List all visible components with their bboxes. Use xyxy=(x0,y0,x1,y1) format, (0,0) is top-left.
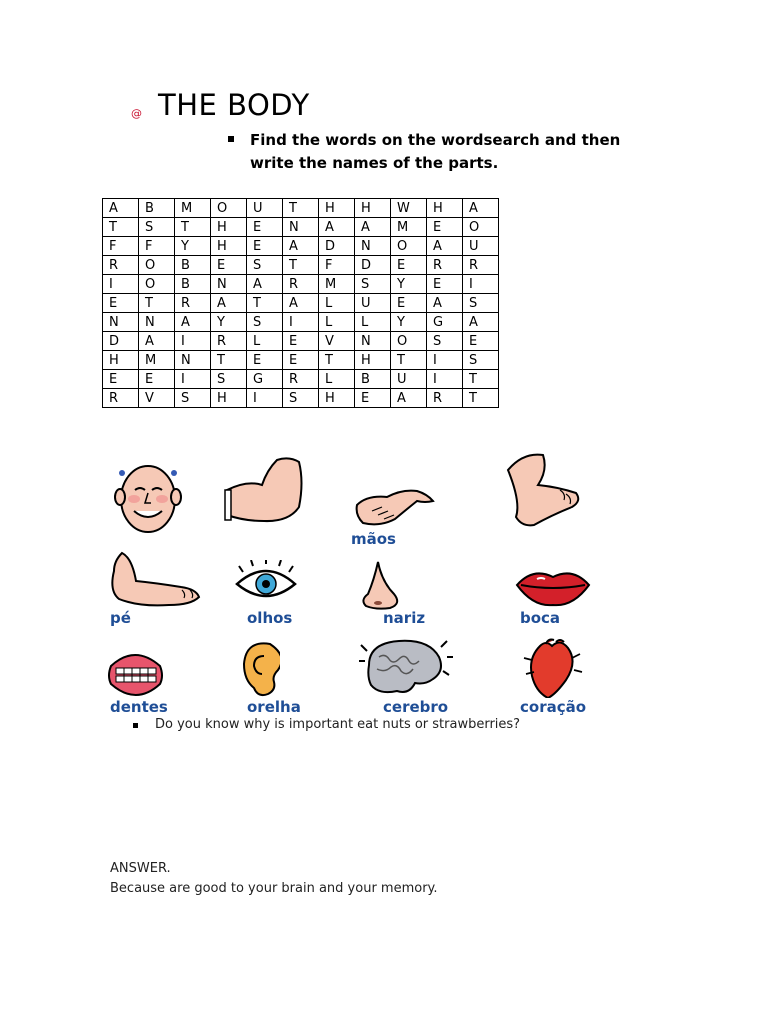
grid-row xyxy=(103,199,499,218)
brain-image xyxy=(357,635,457,697)
grid-cell: H xyxy=(211,237,247,256)
grid-cell: Y xyxy=(175,237,211,256)
grid-cell: V xyxy=(139,389,175,408)
grid-cell: S xyxy=(283,389,319,408)
grid-cell: Y xyxy=(391,275,427,294)
label-ear: orelha xyxy=(247,698,301,716)
answer-text: Because are good to your brain and your memory. xyxy=(110,881,438,896)
grid-cell: F xyxy=(139,237,175,256)
instruction-text: Find the words on the wordsearch and then write the names of the parts. xyxy=(250,131,621,172)
grid-cell: E xyxy=(391,256,427,275)
teeth-image xyxy=(108,650,163,698)
answer-heading: ANSWER. xyxy=(110,861,171,876)
label-brain: cerebro xyxy=(383,698,449,716)
grid-cell: U xyxy=(463,237,499,256)
grid-cell: A xyxy=(283,294,319,313)
grid-cell: O xyxy=(211,199,247,218)
grid-cell: N xyxy=(103,313,139,332)
grid-cell: T xyxy=(103,218,139,237)
grid-cell: M xyxy=(175,199,211,218)
grid-cell: R xyxy=(427,389,463,408)
grid-cell: T xyxy=(463,389,499,408)
grid-cell: G xyxy=(427,313,463,332)
grid-cell: A xyxy=(355,218,391,237)
label-foot: pé xyxy=(110,609,131,627)
grid-cell: A xyxy=(391,389,427,408)
grid-cell: T xyxy=(247,294,283,313)
grid-cell: Y xyxy=(391,313,427,332)
grid-row xyxy=(103,237,499,256)
grid-cell: N xyxy=(355,332,391,351)
grid-cell: R xyxy=(103,389,139,408)
label-mouth: boca xyxy=(520,609,561,627)
grid-cell: I xyxy=(175,370,211,389)
grid-cell: S xyxy=(427,332,463,351)
grid-cell: H xyxy=(211,218,247,237)
grid-cell: A xyxy=(103,199,139,218)
label-heart: coração xyxy=(520,698,587,716)
grid-cell: U xyxy=(391,370,427,389)
grid-cell: A xyxy=(175,313,211,332)
grid-cell: R xyxy=(103,256,139,275)
grid-cell: E xyxy=(391,294,427,313)
grid-cell: O xyxy=(463,218,499,237)
grid-row xyxy=(103,275,499,294)
instruction xyxy=(250,129,650,175)
grid-cell: B xyxy=(175,256,211,275)
grid-cell: E xyxy=(355,389,391,408)
bullet-square xyxy=(228,136,234,142)
grid-cell: U xyxy=(355,294,391,313)
grid-cell: B xyxy=(139,199,175,218)
grid-cell: E xyxy=(103,294,139,313)
question xyxy=(133,717,520,732)
grid-cell: E xyxy=(247,218,283,237)
grid-cell: U xyxy=(247,199,283,218)
label-eyes: olhos xyxy=(247,609,293,627)
grid-cell: E xyxy=(427,218,463,237)
grid-row xyxy=(103,370,499,389)
grid-cell: F xyxy=(319,256,355,275)
eye-image xyxy=(233,560,299,608)
grid-cell: N xyxy=(283,218,319,237)
grid-cell: L xyxy=(247,332,283,351)
grid-cell: A xyxy=(211,294,247,313)
grid-cell: E xyxy=(283,332,319,351)
heart-image xyxy=(520,638,588,698)
grid-cell: O xyxy=(139,275,175,294)
grid-cell: S xyxy=(247,256,283,275)
grid-cell: N xyxy=(355,237,391,256)
question-text: Do you know why is important eat nuts or strawberries? xyxy=(155,717,521,732)
grid-cell: T xyxy=(139,294,175,313)
grid-cell: F xyxy=(103,237,139,256)
foot-side-image xyxy=(108,548,203,610)
grid-cell: I xyxy=(427,370,463,389)
grid-cell: W xyxy=(391,199,427,218)
wordsearch-grid xyxy=(102,198,499,408)
grid-cell: E xyxy=(103,370,139,389)
grid-row xyxy=(103,351,499,370)
grid-cell: N xyxy=(139,313,175,332)
grid-cell: N xyxy=(175,351,211,370)
grid-cell: H xyxy=(355,351,391,370)
grid-cell: A xyxy=(247,275,283,294)
grid-cell: I xyxy=(247,389,283,408)
grid-cell: H xyxy=(427,199,463,218)
grid-cell: I xyxy=(463,275,499,294)
grid-cell: S xyxy=(139,218,175,237)
grid-cell: A xyxy=(427,294,463,313)
grid-cell: T xyxy=(391,351,427,370)
grid-cell: E xyxy=(211,256,247,275)
grid-cell: S xyxy=(355,275,391,294)
grid-row xyxy=(103,332,499,351)
grid-cell: A xyxy=(139,332,175,351)
grid-cell: R xyxy=(427,256,463,275)
face-image xyxy=(108,455,188,535)
grid-cell: T xyxy=(211,351,247,370)
grid-row xyxy=(103,256,499,275)
grid-cell: A xyxy=(427,237,463,256)
bullet-square xyxy=(133,723,138,728)
grid-cell: T xyxy=(463,370,499,389)
grid-cell: M xyxy=(391,218,427,237)
grid-cell: E xyxy=(283,351,319,370)
grid-cell: A xyxy=(283,237,319,256)
grid-cell: L xyxy=(355,313,391,332)
grid-cell: D xyxy=(319,237,355,256)
grid-cell: H xyxy=(103,351,139,370)
grid-cell: H xyxy=(319,389,355,408)
grid-cell: E xyxy=(139,370,175,389)
grid-cell: H xyxy=(211,389,247,408)
grid-cell: R xyxy=(283,275,319,294)
grid-cell: S xyxy=(247,313,283,332)
grid-cell: R xyxy=(175,294,211,313)
grid-cell: A xyxy=(463,313,499,332)
mouth-image xyxy=(515,565,591,607)
grid-cell: O xyxy=(139,256,175,275)
grid-cell: H xyxy=(355,199,391,218)
grid-cell: I xyxy=(175,332,211,351)
grid-cell: H xyxy=(319,199,355,218)
grid-cell: S xyxy=(175,389,211,408)
grid-cell: I xyxy=(283,313,319,332)
grid-cell: A xyxy=(463,199,499,218)
grid-cell: B xyxy=(175,275,211,294)
grid-cell: L xyxy=(319,313,355,332)
grid-cell: I xyxy=(103,275,139,294)
grid-row xyxy=(103,294,499,313)
grid-cell: D xyxy=(103,332,139,351)
grid-cell: T xyxy=(319,351,355,370)
grid-cell: L xyxy=(319,294,355,313)
grid-row xyxy=(103,313,499,332)
grid-cell: Y xyxy=(211,313,247,332)
page-title: THE BODY xyxy=(158,88,310,122)
grid-cell: E xyxy=(247,351,283,370)
grid-cell: T xyxy=(283,199,319,218)
label-nose: nariz xyxy=(383,609,426,627)
grid-cell: O xyxy=(391,237,427,256)
title-bullet: @ xyxy=(131,107,142,120)
ear-image xyxy=(240,640,280,698)
grid-row xyxy=(103,389,499,408)
grid-cell: R xyxy=(283,370,319,389)
grid-cell: T xyxy=(175,218,211,237)
grid-cell: T xyxy=(283,256,319,275)
grid-cell: E xyxy=(247,237,283,256)
grid-cell: M xyxy=(139,351,175,370)
grid-cell: M xyxy=(319,275,355,294)
grid-row xyxy=(103,218,499,237)
grid-cell: L xyxy=(319,370,355,389)
grid-cell: G xyxy=(247,370,283,389)
grid-cell: N xyxy=(211,275,247,294)
grid-cell: A xyxy=(319,218,355,237)
grid-cell: R xyxy=(211,332,247,351)
grid-cell: I xyxy=(427,351,463,370)
label-hands: mãos xyxy=(351,530,396,548)
grid-cell: B xyxy=(355,370,391,389)
grid-cell: O xyxy=(391,332,427,351)
grid-cell: E xyxy=(463,332,499,351)
nose-image xyxy=(360,560,405,610)
grid-cell: S xyxy=(211,370,247,389)
hand-image xyxy=(352,483,437,528)
grid-cell: R xyxy=(463,256,499,275)
grid-cell: V xyxy=(319,332,355,351)
foot-image xyxy=(498,450,588,530)
grid-cell: S xyxy=(463,351,499,370)
grid-cell: S xyxy=(463,294,499,313)
label-teeth: dentes xyxy=(110,698,168,716)
grid-cell: E xyxy=(427,275,463,294)
arm-image xyxy=(222,455,307,530)
grid-cell: D xyxy=(355,256,391,275)
